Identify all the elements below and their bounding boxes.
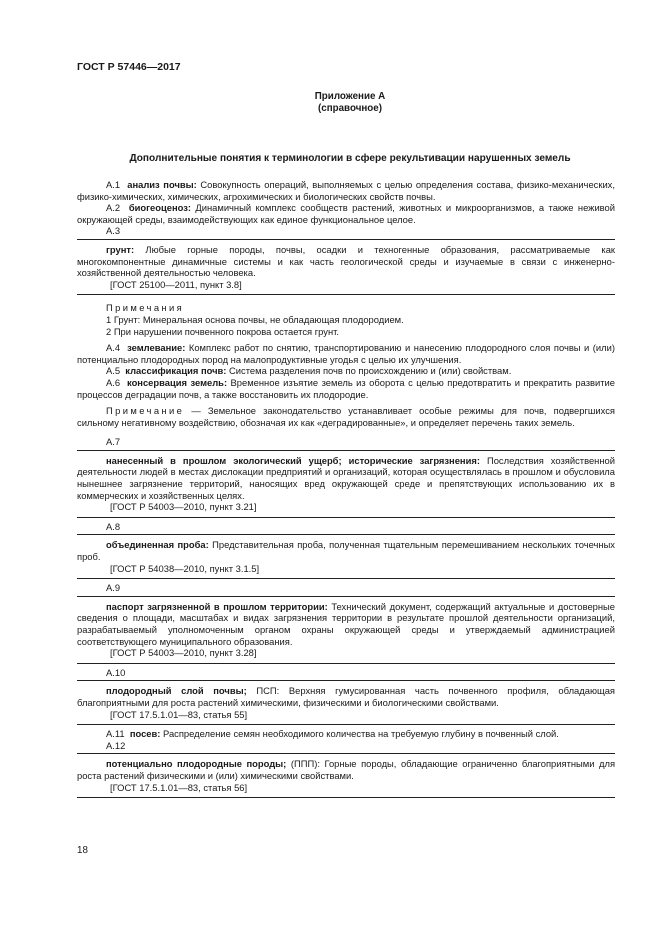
term-box-a3 (77, 239, 615, 295)
note-1: 1 Грунт: Минеральная основа почвы, не обладающая плодородием. (106, 313, 404, 325)
section-title: Дополнительные понятия к терминологии в сфере рекультивации нарушенных земель (129, 153, 571, 164)
notes-title: Примечания (106, 302, 185, 314)
term-box-a8 (77, 534, 615, 579)
source-a3: [ГОСТ 25100—2011, пункт 3.8] (110, 278, 242, 290)
entry-a7: нанесенный в прошлом экологический ущерб; исторические загрязнения: Последствия хозяйственной деятельности людей в местах дислокации предприятий и организаций, которая осуществлялась в прошлом и обусловила нынешнее загрязнение территорий, наносящих вред окружающей среде и препятствующих использованию их в коммерческих и хозяйственных целях. (77, 454, 615, 501)
note-2: 2 При нарушении почвенного покрова остается грунт. (106, 325, 339, 337)
term-box-a7 (77, 450, 615, 518)
content (77, 179, 615, 800)
source-a7: [ГОСТ Р 54003—2010, пункт 3.21] (110, 501, 257, 513)
entry-a3-number: А.3 (106, 225, 121, 237)
entry-a12-number: А.12 (106, 739, 126, 751)
appendix-subtitle: (справочное) (318, 103, 382, 114)
entry-a12: потенциально плодородные породы; (ППП): Горные породы, обладающие ограниченно благоприятными для роста растений физическими и (или) химическими свойствами. (77, 758, 616, 781)
entry-a6: А.6 консервация земель: Временное изъятие земель из оборота с целью предотвратить и прекратить развитие процессов деградации почв, а также восстановить их плодородие. (77, 376, 615, 400)
appendix-heading (0, 91, 661, 115)
page-number: 18 (77, 845, 88, 856)
entry-a9-number: А.9 (106, 582, 121, 594)
entry-a8: объединенная проба: Представительная проба, полученная тщательным перемешиванием нескольких точечных проб. (77, 539, 615, 563)
source-a9: [ГОСТ Р 54003—2010, пункт 3.28] (110, 647, 257, 659)
entry-a1: А.1 анализ почвы: Совокупность операций, выполняемых с целью определения состава, физико-механических, физико-химических, химических, агрохимических и биологических свойств почвы. (77, 179, 615, 202)
appendix-title: Приложение А (314, 91, 386, 102)
note-consolidated: Примечание — Земельное законодательство устанавливает особые режимы для почв, подвергшихся сильному негативному воздействию, обозначая их как «деградированные», и определяет перечень таких земель. (77, 405, 616, 428)
entry-a11: А.11 посев: Распределение семян необходимого количества на требуемую глубину в почвенный слой. (106, 728, 559, 740)
entry-a2: А.2 биогеоценоз: Динамичный комплекс сообществ растений, животных и микроорганизмов, а также неживой окружающей среды, взаимодействующих как единое функциональное целое. (77, 202, 616, 225)
term-box-a12 (77, 753, 615, 798)
term-box-a10 (77, 680, 615, 725)
entry-a8-number: А.8 (106, 520, 121, 532)
term-box-a9 (77, 596, 615, 664)
entry-a3: грунт: Любые горные породы, почвы, осадки и техногенные образования, рассматриваемые как многокомпонентные динамичные системы и как часть геологической среды и изучаемые в связи с инженерно-хозяйственной деятельностью человека. (77, 243, 616, 279)
entry-a7-number: А.7 (106, 436, 121, 448)
source-a12: [ГОСТ 17.5.1.01—83, статья 56] (110, 781, 248, 793)
entry-a10-number: А.10 (106, 666, 126, 678)
source-a8: [ГОСТ Р 54038—2010, пункт 3.1.5] (110, 562, 260, 574)
entry-a9: паспорт загрязненной в прошлом территории: Технический документ, содержащий актуальные и достоверные сведения о площади, масштабах и видах загрязнения территории в результате прошлой деятельности организаций, разрабатываемый уполномоченным органом охраны окружающей среды и утверждаемый администрацией соответствующего муниципального образования. (77, 600, 616, 647)
entry-a5: А.5 классификация почв: Система разделения почв по происхождению и (или) свойствам. (106, 365, 512, 377)
entry-a4: А.4 землевание: Комплекс работ по снятию, транспортированию и нанесению плодородного слоя почвы и (или) потенциально плодородных пород на малопродуктивные угодья с целью их улучшения. (77, 342, 615, 365)
source-a10: [ГОСТ 17.5.1.01—83, статья 55] (110, 708, 248, 720)
entry-a10: плодородный слой почвы; ПСП: Верхняя гумусированная часть почвенного профиля, обладающая благоприятными для роста растений химическими, физическими и биологическими свойствами. (77, 685, 615, 708)
document-header: ГОСТ Р 57446—2017 (77, 61, 181, 73)
